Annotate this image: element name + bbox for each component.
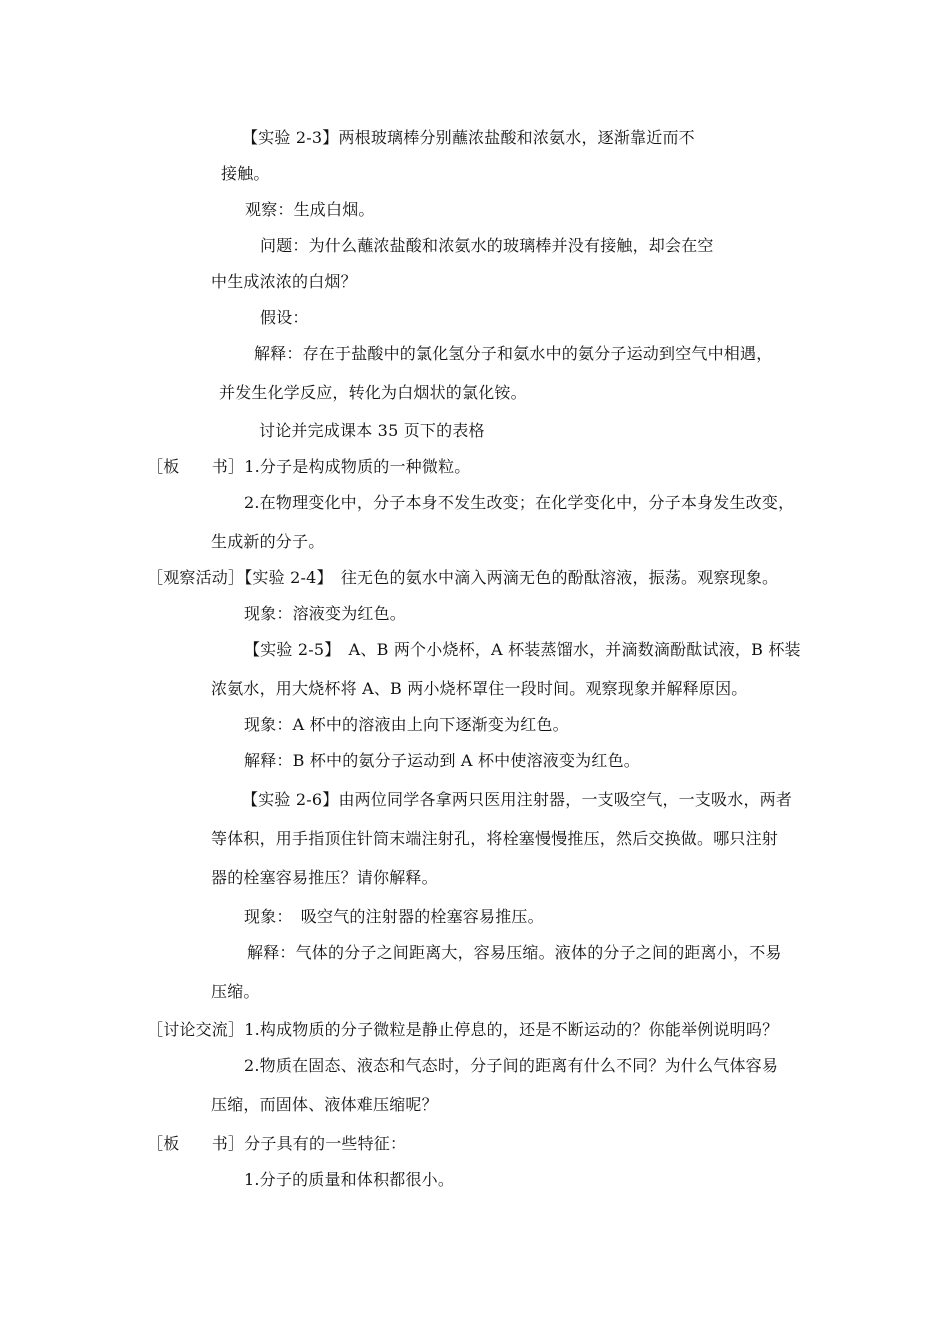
phenomenon-2-4: 现象：溶液变为红色。 [244,604,407,623]
explanation-2-6-line-1: 解释：气体的分子之间距离大，容易压缩。液体的分子之间的距离小，不易 [247,943,782,962]
observation-activity-2-4: ［观察活动］【实验 2-4】 往无色的氨水中滴入两滴无色的酚酞溶液，振荡。观察现象。 [147,568,779,587]
experiment-2-3-line-1: 【实验 2-3】两根玻璃棒分别蘸浓盐酸和浓氨水，逐渐靠近而不 [242,128,695,147]
question-line-1: 问题：为什么蘸浓盐酸和浓氨水的玻璃棒并没有接触，却会在空 [260,236,714,255]
experiment-2-5-line-1: 【实验 2-5】 A、B 两个小烧杯，A 杯装蒸馏水，并滴数滴酚酞试液，B 杯装 [244,640,801,659]
blackboard-point-2-line-2: 生成新的分子。 [211,532,325,551]
experiment-2-3-line-2: 接触。 [221,164,270,183]
discussion-question-1: ［讨论交流］1.构成物质的分子微粒是静止停息的，还是不断运动的？你能举例说明吗？ [147,1020,779,1039]
blackboard-point-2-line-1: 2.在物理变化中，分子本身不发生改变；在化学变化中，分子本身发生改变， [244,493,795,512]
explanation-line-1: 解释：存在于盐酸中的氯化氢分子和氨水中的氨分子运动到空气中相遇， [254,344,773,363]
discussion-question-2-line-2: 压缩，而固体、液体难压缩呢？ [211,1095,438,1114]
explanation-2-6-line-2: 压缩。 [211,982,260,1001]
hypothesis-label: 假设： [260,308,309,327]
feature-point-1: 1.分子的质量和体积都很小。 [244,1170,455,1189]
discussion-question-2-line-1: 2.物质在固态、液态和气态时，分子间的距离有什么不同？为什么气体容易 [244,1056,779,1075]
blackboard-features-heading: ［板 书］分子具有的一些特征： [147,1134,407,1153]
observation-white-smoke: 观察：生成白烟。 [245,200,375,219]
blackboard-point-1: ［板 书］1.分子是构成物质的一种微粒。 [147,457,471,476]
explanation-2-5: 解释：B 杯中的氨分子运动到 A 杯中使溶液变为红色。 [244,751,640,770]
experiment-2-5-line-2: 浓氨水，用大烧杯将 A、B 两小烧杯罩住一段时间。观察现象并解释原因。 [211,679,748,698]
explanation-line-2: 并发生化学反应，转化为白烟状的氯化铵。 [219,383,527,402]
discussion-table-note: 讨论并完成课本 35 页下的表格 [259,421,485,440]
experiment-2-6-line-1: 【实验 2-6】由两位同学各拿两只医用注射器，一支吸空气，一支吸水，两者 [242,790,793,809]
phenomenon-2-6: 现象： 吸空气的注射器的栓塞容易推压。 [244,907,544,926]
experiment-2-6-line-2: 等体积，用手指顶住针筒末端注射孔，将栓塞慢慢推压，然后交换做。哪只注射 [211,829,779,848]
experiment-2-6-line-3: 器的栓塞容易推压？请你解释。 [211,868,438,887]
phenomenon-2-5: 现象：A 杯中的溶液由上向下逐渐变为红色。 [244,715,569,734]
question-line-2: 中生成浓浓的白烟？ [211,272,357,291]
